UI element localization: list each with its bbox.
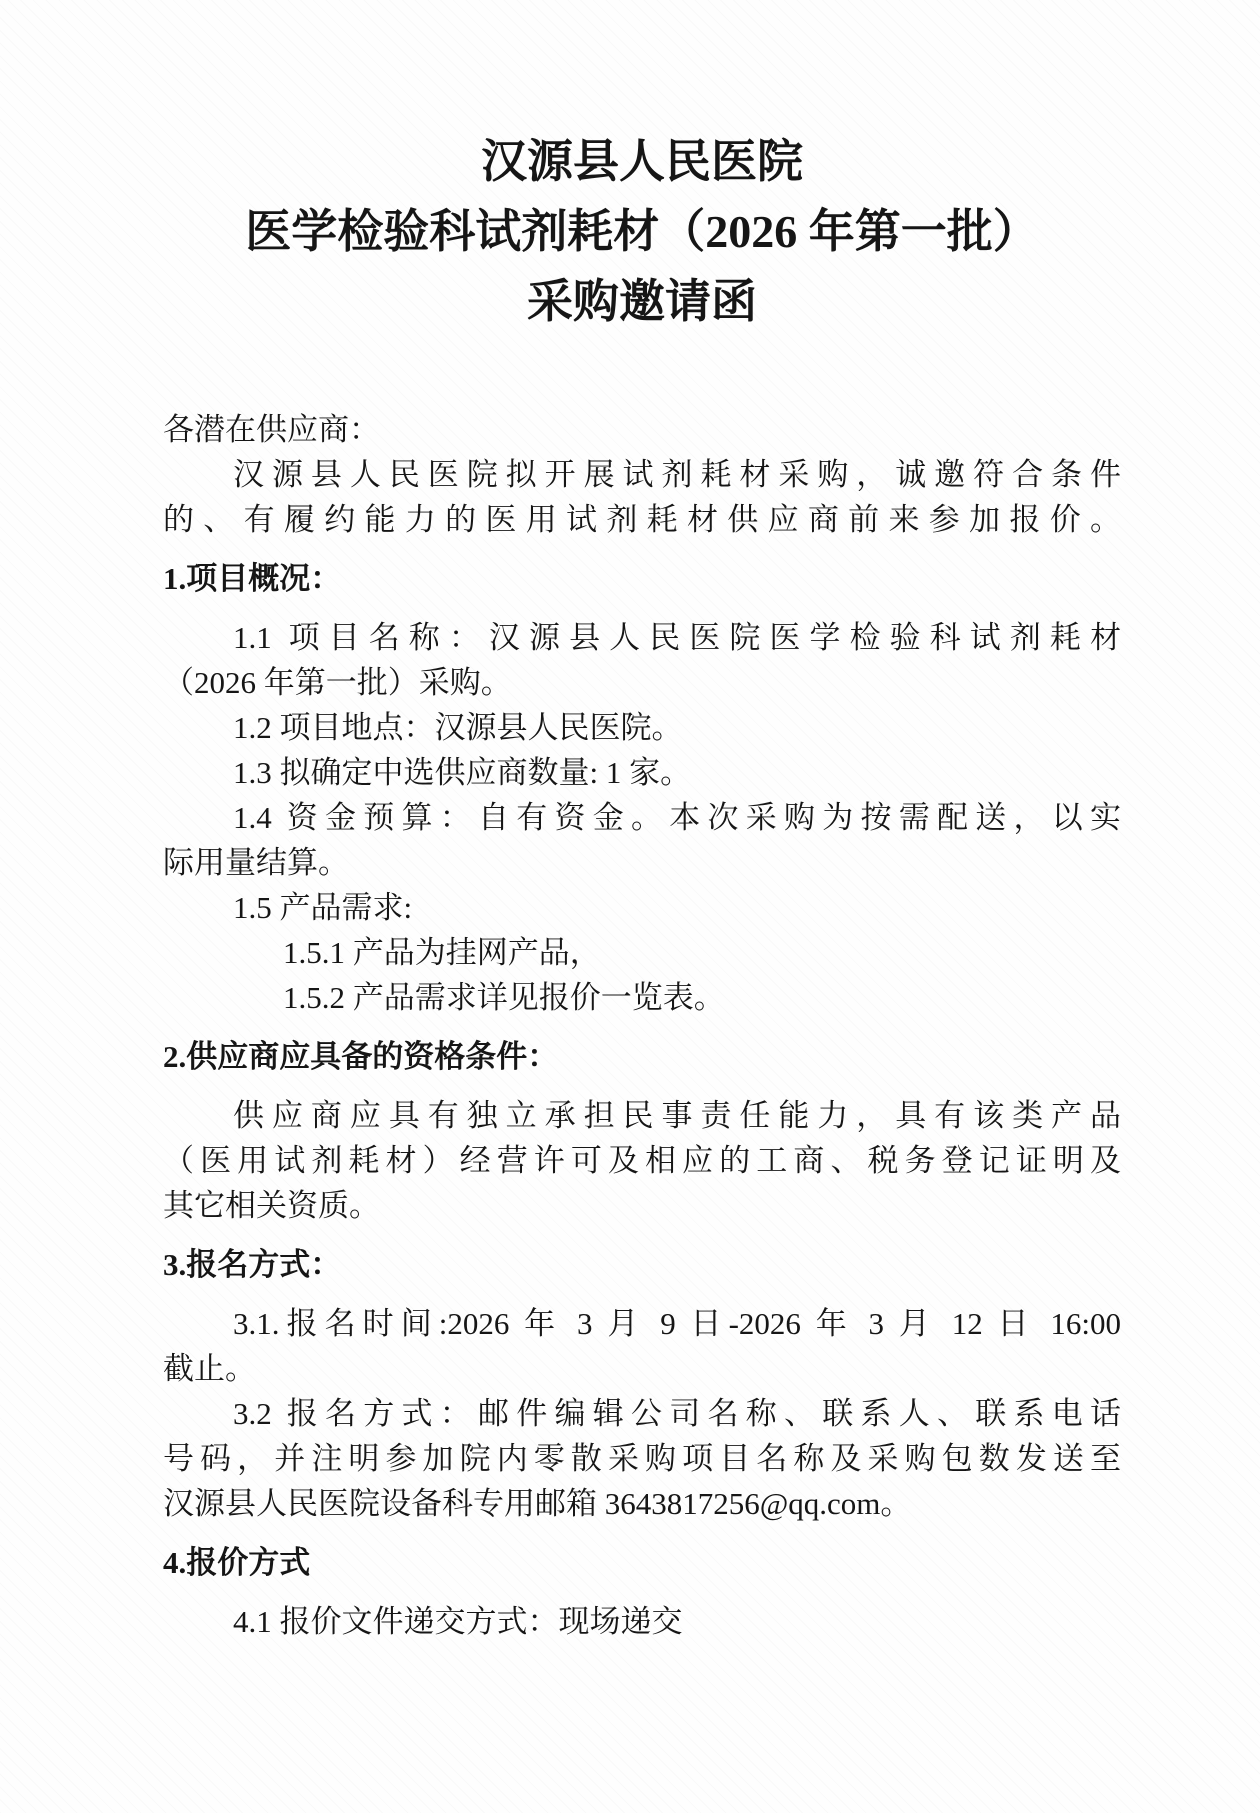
title-line-project: 医学检验科试剂耗材（2026 年第一批） <box>245 206 1039 257</box>
document-line: 3.1.报名时间:2026 年 3 月 9 日-2026 年 3 月 12 日 16:00 <box>233 1306 1121 1341</box>
section-heading: 2.供应商应具备的资格条件： <box>163 1039 559 1074</box>
section-heading: 1.项目概况： <box>163 561 342 596</box>
document-line: 1.3 拟确定中选供应商数量: 1 家。 <box>233 755 692 790</box>
section-quotation-method <box>163 1540 1121 1644</box>
document-line: 1.1 项目名称：汉源县人民医院医学检验科试剂耗材 <box>233 620 1121 655</box>
document-line: 供应商应具有独立承担民事责任能力，具有该类产品 <box>233 1098 1121 1133</box>
document-line: 际用量结算。 <box>163 845 349 880</box>
document-line: 4.1 报价文件递交方式：现场递交 <box>233 1604 683 1639</box>
document-line: 3.2 报名方式：邮件编辑公司名称、联系人、联系电话 <box>233 1396 1121 1431</box>
section-heading: 4.报价方式 <box>163 1545 311 1580</box>
document-line: （医用试剂耗材）经营许可及相应的工商、税务登记证明及 <box>163 1143 1121 1178</box>
document-line: 1.5.2 产品需求详见报价一览表。 <box>283 980 725 1015</box>
document-line: 汉源县人民医院设备科专用邮箱 3643817256@qq.com。 <box>163 1486 912 1521</box>
document-title <box>163 127 1121 337</box>
document-line: 截止。 <box>163 1351 256 1386</box>
section-supplier-qualifications <box>163 1034 1121 1228</box>
document-line: 号码，并注明参加院内零散采购项目名称及采购包数发送至 <box>163 1441 1121 1476</box>
title-line-hospital: 汉源县人民医院 <box>481 136 803 187</box>
document-line: 1.5 产品需求: <box>233 890 413 925</box>
salutation-line: 各潜在供应商： <box>163 412 380 447</box>
document-line: 1.5.1 产品为挂网产品， <box>283 935 601 970</box>
intro-line: 汉源县人民医院拟开展试剂耗材采购，诚邀符合条件 <box>233 457 1121 492</box>
document-line: （2026 年第一批）采购。 <box>163 665 512 700</box>
section-heading: 3.报名方式： <box>163 1247 342 1282</box>
section-registration-method <box>163 1242 1121 1526</box>
document-line: 其它相关资质。 <box>163 1188 380 1223</box>
section-project-overview <box>163 556 1121 1020</box>
title-line-invitation: 采购邀请函 <box>527 276 757 327</box>
document-line: 1.2 项目地点：汉源县人民医院。 <box>233 710 683 745</box>
document-line: 1.4 资金预算：自有资金。本次采购为按需配送，以实 <box>233 800 1121 835</box>
intro-line: 的、有履约能力的医用试剂耗材供应商前来参加报价。 <box>163 502 1121 537</box>
